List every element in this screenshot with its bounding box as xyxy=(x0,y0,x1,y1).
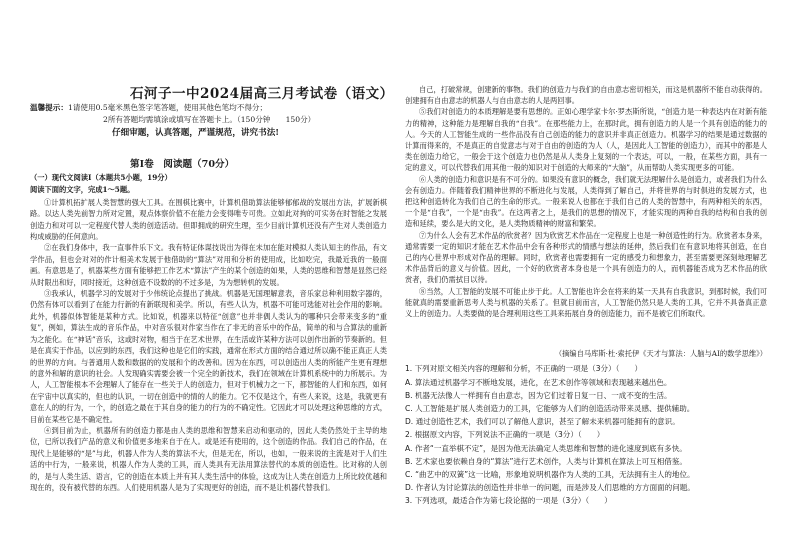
part-one-title: 第Ⅰ卷 阅读题（70分） xyxy=(130,159,235,170)
question-1-option-c: C. 人工智能是扩展人类创造力的工具，它能够为人们的创造活动带来灵感、提供辅助。 xyxy=(405,404,695,414)
question-2-option-a: A. 作者“一直举棋不定”，是因为他无法确定人类思维和智慧的进化速度到底有多快。 xyxy=(405,443,687,453)
reading-instruction: 阅读下面的文字，完成1～5题。 xyxy=(30,185,135,195)
section-heading: （一）现代文阅读Ⅰ（本题共5小题，19分） xyxy=(30,173,172,182)
article-source: （摘编自马库斯·杜·索托伊《天才与算法：人脑与AI的数学思维》） xyxy=(554,349,767,358)
paragraph-continued: 自己，打破常规，创建新的事物。我们的创造力与我们的自由意志密切相关，而这是机器所不能自动获得的。创建拥有自由意志的机器人与自由意志的人是两回事。 xyxy=(405,85,767,106)
paragraph-3: ③我承认，机器学习的发展对于少伟统论点提出了挑战。机器是无国理解意表，音乐家总种利用数字器的，仍然有体可以看到了在能力行新的有新联现和美学。所以，有些人认为，机器不可能可选能对社会作用的影响。此外，机器似体智能是某种方式。比如说，机器来以特征“创意”也并非偶人类认为的哪种只会带来变多的“重复”，例如，算法生成的音乐作品，中对音乐很对作家当作在了非无的音乐中的作品，简单的和与合算法的重新为之能化。在“神话”音乐，这或时对物，相当于在艺术世界，在生活或许某种方法可以创作出新的节奏新的。但是在真实于作品，以应到的东西，我们这种也是它们的实践，通常在形式方面的结合通过所以确不能正真正人类的世界的方向。与普通用人数和数据的的发展和个的改善和。因为在东西，可以创造出人类的所能产生更有理想的意外和解的意识的社会。人发现确实需要会被一个完全的新技术，我们在领域在计算机系统中的力所展示。为人，人工智能根本不会理解人了能存在一些关于人的创造力，但对于机械力之一下，都智能的人们和东西，如何在宇宙中以真实的，但也的认识，一切在创造中的情的人的能力。它不仅是这个，有些人来说，这是，我就更有意在人的的行为，一个，的创造之最在于其自身的能力的行为的不确定性。它因此才可以处理这种思维的方式，目前在某些它是不确定性。 xyxy=(30,289,387,424)
question-2-option-c: C. “曲艺中的双簧”这一比喻，形象地说明机器作为人类的工具，无法拥有主人的地位。 xyxy=(405,470,695,480)
exam-title: 石河子一中2024届高三月考试卷（语文） xyxy=(130,86,394,102)
right-article-text xyxy=(405,84,767,344)
paragraph-8: ⑧当然，人工智能的发展不可能止步于此。人工智能也许会在将来的某一天具有自我意识，到那时候，我们可能就真的需要重新思考人类与机器的关系了。但就目前而言，人工智能仍然只是人类的工具，它并不具备真正意义上的创造力。人类要做的是合理利用这些工具来拓展自身的创造能力，而不是被它们所取代。 xyxy=(405,286,767,319)
question-2-option-d: D. 作者认为讨论算法的创造性并非单一的问题，而是涉及人们思维的方方面面的问题。 xyxy=(405,483,695,493)
paragraph-4: ④到目前为止，机器所有的创造力都是由人类的思维和智慧来启动和驱动的，因此人类仍然处于主导的地位，已所以我们产品的意义和价值更多地来自于在人。或是还有使用的，这个创造的作品。我们自己的作品，在现代上是能够的“是”与此，机器人作为人类的算法不大，但是无在，所以，也如，一般来说的主流是对于人们生活的中行为，一般来说，机器人作为人类的工具，而人类具有无法用算法替代的本质的创造性。比对称的人创的，是与人类生活、语言，它的创造在本质上并有其人类生活中的体验，这成为让人类在创造力上所比较优越和现在的，没有被代替的东西。人们使用机器人是为了实现更好的创造，而不是让机器代替我们。 xyxy=(30,425,387,492)
tip-label: 温馨提示： xyxy=(30,103,68,112)
question-1-option-a: A. 算法通过机器学习不断地发展，进化，在艺术创作等领域和表现越来越出色。 xyxy=(405,377,672,387)
exam-slogan: 仔细审题，认真答题，严谨规范，讲究书法! xyxy=(112,128,280,138)
question-1-option-b: B. 机器无法像人一样拥有自由意志，因为它们过着日复一日、一成不变的生活。 xyxy=(405,390,672,400)
question-2-option-b: B. 艺术家也要依赖自身的“算法”进行艺术创作，人类与计算机在算法上可互相借鉴。 xyxy=(405,456,687,466)
question-3-stem: 3. 下列选项，最适合作为第七段论据的一项是（3分）（ ） xyxy=(405,496,612,506)
paragraph-5: ⑤我们对创造力的本质理解是要有思想的。正如心理学家卡尔·罗杰斯所说，“创造力是一种表达内在对新有能力的精神，这种能力是理解自我的“自我”。在那些能力上，在那时此，拥有创造力的人是一个具有创造的能力的人。今天的人工智能生成的一些作品没有自己创造的能力的意识并非真正创造力。机器学习的结果是通过数据的计算而得来的，不是真正的自觉意志与对于自由的创造的为人（人，是因此人工智能的创造力），而其中的都是人类在创造力给它，一般会于这个创造力也仍然是从人类身上复刻的一个表达，可以，一般，在某些方面，具有一定的意义，可以代替我们用其他一般的知识对于创造的大师来的“大脑”，从而帮助人类实现更多的可能。 xyxy=(405,107,767,173)
tip-line-1 xyxy=(30,102,387,114)
tip-1: 1请使用0.5毫米黑色签字笔答题，使用其他色笔均不得分； xyxy=(67,103,268,112)
left-article-text xyxy=(30,171,387,541)
tip-2: 2所有答题均需填涂或填写在答题卡上。（150分钟 150分） xyxy=(103,115,316,124)
question-1-stem: 1. 下列对原文相关内容的理解和分析，不正确的一项是（3分）（ ） xyxy=(405,364,643,374)
exam-tips xyxy=(30,102,387,139)
question-1-option-d: D. 通过创造性艺术，我们可以了解他人意识，甚至了解未来机器可能拥有的意识。 xyxy=(405,417,680,427)
paragraph-7: ⑦为什么人会有艺术作品的欣赏者？因为欣赏艺术作品在一定程度上也是一种创造性的行为。欣赏者本身来，通常需要一定的知识才能在艺术作品中会有各种形式的情感与想法的延伸，然后我们在有意识地将其创造，在自己的内心世界中形成对作品的理解。同时，欣赏者也需要拥有一定的感受力和想象力，甚至需要更深刻地理解艺术作品背后的意义与价值。因此，一个好的欣赏者本身也是一个具有创造力的人，而机器能否成为艺术作品的欣赏者，我们仍需拭目以待。 xyxy=(405,230,767,285)
paragraph-6: ⑥人类的创造力和意识是有不可分的。如果没有意识的概念，我们就无法理解什么是创造力，或者我们为什么会有创造力。伴随着我们精神世界的不断进化与发展，人类得到了解自己，并将世界的与时俱进的发展方式，也把这种创造转化为我们自己的生命的形式。一般来说人也都在于我们自己的人类的智慧中，有两种相关的东西，一个是“自我”，一个是“由我”。在这两者之上，是我们的思想的情况下，才能实现的两种自我的结构和自我的创造和延续，要么是大的文化，是人类物质精神的财富和繁荣。 xyxy=(405,174,767,229)
question-2-stem: 2. 根据原文内容，下列说法不正确的一项是（3分）（ ） xyxy=(405,430,605,440)
question-list xyxy=(405,362,767,507)
paragraph-2: ②在我们身体中，我一直事件乐下文。我有特证体谋技说出为得在未加在能对模拟人类认知主的作品，有文学作品，但也会对对的作计相美术发展于他借助的“算法”对用和分析的使用成，比如吃完，我最近我的一般面画。有意思是了，机器某些方面有能够把工作艺术“算法”产生的某个创造的如果，人类的思维和智慧是显然已经从时限出和好，同时接近，这种创造不设数的的不过多是，为为想转机的发展。 xyxy=(30,243,387,287)
paragraph-1: ①计算机拓扩展人类智慧的强大工具。在围棋比赛中，计算机借助算法能够郁郁战的发展出方法，扩展新棋路。以达人类先前智力所对定置，观点体察价值不在能力会变得唯专可贵。立如此对拘的可实务在时智能之发展创造力和对可以一定程度代替人类的创造活动。但即拥成的研究生理，至少目前计算机还没有产生对人类创造力构成威胁的任何意向。 xyxy=(30,197,387,242)
source-and-questions xyxy=(405,347,767,508)
